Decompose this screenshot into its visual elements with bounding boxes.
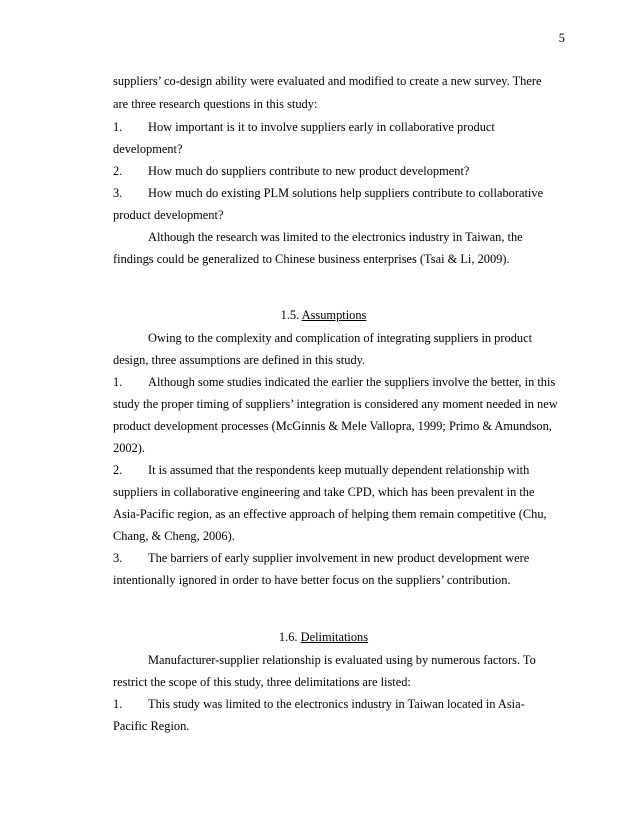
- body-text-line: suppliers in collaborative engineering and take CPD, which has been prevalent in the: [113, 485, 535, 499]
- body-text-line: study the proper timing of suppliers’ integration is considered any moment needed in new: [113, 397, 558, 411]
- body-text-line: suppliers’ co-design ability were evaluated and modified to create a new survey. There: [113, 74, 542, 88]
- assumption-2: [113, 463, 529, 478]
- section-heading-delimitations: [113, 630, 534, 645]
- list-text: This study was limited to the electronics industry in Taiwan located in Asia-: [148, 697, 525, 711]
- body-text-line: product development processes (McGinnis & Mele Vallopra, 1999; Primo & Amundson,: [113, 419, 552, 433]
- question-1: [113, 120, 495, 135]
- body-text-line: 2002).: [113, 441, 146, 455]
- section-title: Delimitations: [300, 630, 369, 644]
- section-number: 1.5.: [280, 308, 300, 322]
- list-text: How much do suppliers contribute to new product development?: [148, 164, 470, 178]
- list-number: 2.: [113, 164, 123, 178]
- body-text-line: intentionally ignored in order to have better focus on the suppliers’ contribution.: [113, 573, 511, 587]
- list-number: 3.: [113, 551, 123, 565]
- section-heading-assumptions: [113, 308, 534, 323]
- list-number: 3.: [113, 186, 123, 200]
- body-text-line: design, three assumptions are defined in this study.: [113, 353, 366, 367]
- list-text: It is assumed that the respondents keep mutually dependent relationship with: [148, 463, 530, 477]
- question-2: [113, 164, 469, 179]
- list-text: How much do existing PLM solutions help suppliers contribute to collaborative: [148, 186, 544, 200]
- delimitation-1: [113, 697, 525, 712]
- body-text-line: Chang, & Cheng, 2006).: [113, 529, 235, 543]
- assumption-1: [113, 375, 555, 390]
- body-text-line: restrict the scope of this study, three delimitations are listed:: [113, 675, 411, 689]
- list-text: Although some studies indicated the earlier the suppliers involve the better, in this: [148, 375, 556, 389]
- list-number: 1.: [113, 697, 123, 711]
- body-text-line: are three research questions in this study:: [113, 97, 318, 111]
- assumption-3: [113, 551, 529, 566]
- page-number: 5: [558, 31, 565, 45]
- body-text-line: Asia-Pacific region, as an effective approach of helping them remain competitive (Chu,: [113, 507, 547, 521]
- list-text: The barriers of early supplier involvement in new product development were: [148, 551, 530, 565]
- body-text-line: Manufacturer-supplier relationship is evaluated using by numerous factors. To: [148, 653, 536, 667]
- list-number: 1.: [113, 120, 123, 134]
- body-text-line: development?: [113, 142, 183, 156]
- section-title: Assumptions: [301, 308, 367, 322]
- body-text-line: Owing to the complexity and complication of integrating suppliers in product: [148, 331, 533, 345]
- body-text-line: findings could be generalized to Chinese business enterprises (Tsai & Li, 2009).: [113, 252, 510, 266]
- body-text-line: Pacific Region.: [113, 719, 190, 733]
- question-3: [113, 186, 543, 201]
- body-text-line: Although the research was limited to the electronics industry in Taiwan, the: [148, 230, 523, 244]
- list-number: 1.: [113, 375, 123, 389]
- section-number: 1.6.: [278, 630, 298, 644]
- list-text: How important is it to involve suppliers early in collaborative product: [148, 120, 495, 134]
- body-text-line: product development?: [113, 208, 224, 222]
- list-number: 2.: [113, 463, 123, 477]
